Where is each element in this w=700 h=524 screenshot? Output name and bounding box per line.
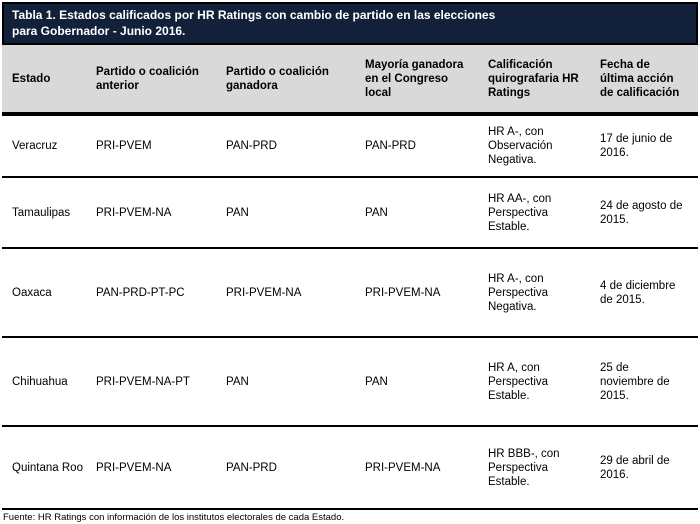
cell-fecha-accion: 24 de agosto de 2015. (599, 177, 698, 248)
header-row (2, 45, 698, 114)
column-header-partido-ganadora: Partido o coalición ganadora (225, 45, 364, 114)
cell-partido-ganadora: PAN-PRD (225, 114, 364, 177)
cell-partido-ganadora: PAN (225, 337, 364, 426)
cell-calificacion: HR A, con Perspectiva Estable. (487, 337, 599, 426)
table-row-chihuahua (2, 337, 698, 426)
cell-calificacion: HR A-, con Observación Negativa. (487, 114, 599, 177)
table-title-bar (2, 2, 698, 45)
cell-mayoria-congreso: PRI-PVEM-NA (364, 248, 487, 337)
cell-mayoria-congreso: PAN-PRD (364, 114, 487, 177)
cell-mayoria-congreso: PAN (364, 337, 487, 426)
cell-calificacion: HR BBB-, con Perspectiva Estable. (487, 426, 599, 509)
cell-estado: Oaxaca (2, 248, 95, 337)
cell-partido-ganadora: PAN-PRD (225, 426, 364, 509)
cell-estado: Chihuahua (2, 337, 95, 426)
table-row-veracruz (2, 114, 698, 177)
column-header-fecha-accion: Fecha de última acción de calificación (599, 45, 698, 114)
cell-partido-anterior: PRI-PVEM-NA (95, 426, 225, 509)
source-note: Fuente: HR Ratings con información de los institutos electorales de cada Estado. (3, 512, 345, 523)
cell-fecha-accion: 29 de abril de 2016. (599, 426, 698, 509)
cell-estado: Quintana Roo (2, 426, 95, 509)
table-title-line2: para Gobernador - Junio 2016. (12, 23, 186, 38)
cell-mayoria-congreso: PRI-PVEM-NA (364, 426, 487, 509)
cell-calificacion: HR AA-, con Perspectiva Estable. (487, 177, 599, 248)
cell-estado: Tamaulipas (2, 177, 95, 248)
column-header-estado: Estado (2, 45, 95, 114)
cell-partido-ganadora: PAN (225, 177, 364, 248)
cell-fecha-accion: 25 de noviembre de 2015. (599, 337, 698, 426)
cell-fecha-accion: 4 de diciembre de 2015. (599, 248, 698, 337)
cell-partido-anterior: PRI-PVEM-NA-PT (95, 337, 225, 426)
cell-partido-anterior: PRI-PVEM-NA (95, 177, 225, 248)
cell-estado: Veracruz (2, 114, 95, 177)
table-title-line1: Tabla 1. Estados calificados por HR Ratings con cambio de partido en las elecciones (12, 8, 496, 22)
cell-partido-anterior: PAN-PRD-PT-PC (95, 248, 225, 337)
cell-partido-ganadora: PRI-PVEM-NA (225, 248, 364, 337)
column-header-mayoria-congreso: Mayoría ganadora en el Congreso local (364, 45, 487, 114)
ratings-table (2, 45, 698, 510)
column-header-calificacion: Calificación quirografaria HR Ratings (487, 45, 599, 114)
table-row-oaxaca (2, 248, 698, 337)
column-header-partido-anterior: Partido o coalición anterior (95, 45, 225, 114)
table-row-quintana-roo (2, 426, 698, 509)
cell-mayoria-congreso: PAN (364, 177, 487, 248)
cell-calificacion: HR A-, con Perspectiva Negativa. (487, 248, 599, 337)
cell-partido-anterior: PRI-PVEM (95, 114, 225, 177)
table-row-tamaulipas (2, 177, 698, 248)
cell-fecha-accion: 17 de junio de 2016. (599, 114, 698, 177)
